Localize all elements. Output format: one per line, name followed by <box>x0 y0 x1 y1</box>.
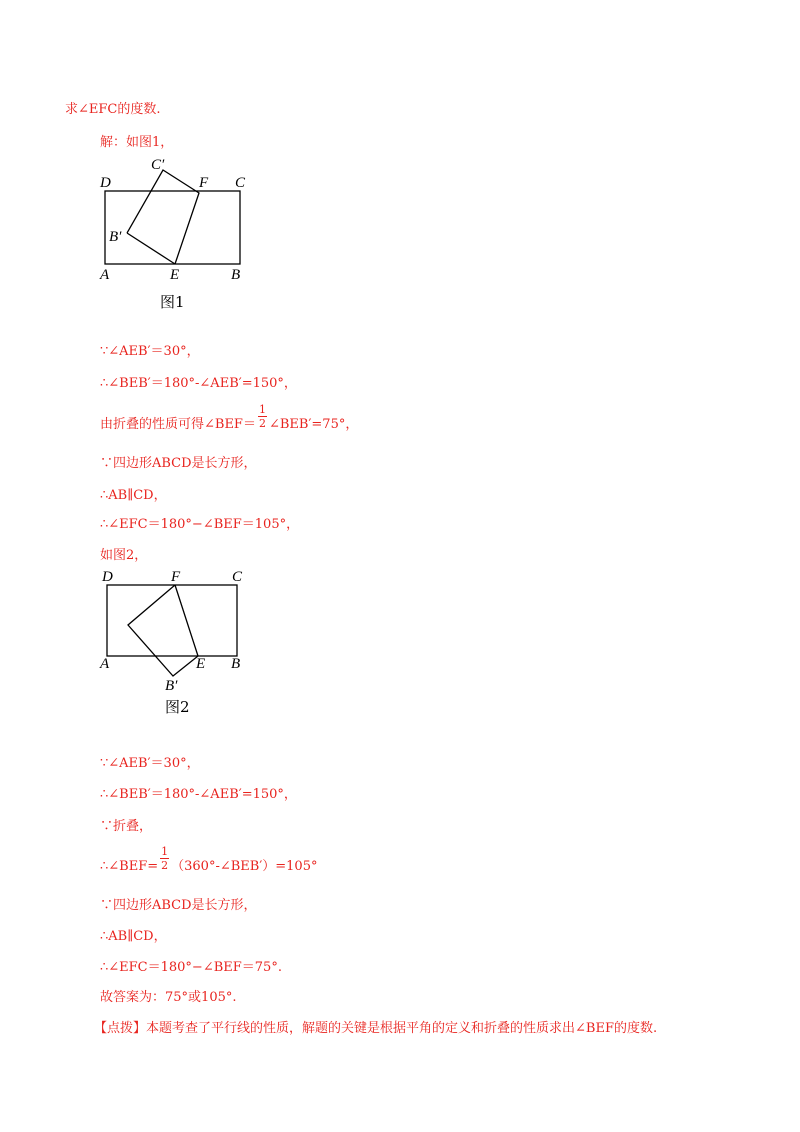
final-answer: 故答案为：75°或105°. <box>100 990 237 1005</box>
step2-given: ∵∠AEB′＝30°， <box>100 756 200 771</box>
fold-line-fe <box>175 585 198 656</box>
step2-supplement: ∴∠BEB′＝180°-∠AEB′=150°， <box>100 787 297 802</box>
label-e: E <box>196 656 206 672</box>
label-c-prime: C′ <box>151 157 165 173</box>
fraction-half: $\frac{1}{2}$ <box>258 403 266 430</box>
label-c: C <box>235 175 246 191</box>
label-d: D <box>100 175 111 191</box>
label-d: D <box>102 569 113 585</box>
step1-fold-text: 由折叠的性质可得∠BEF＝ <box>100 417 256 432</box>
figure-2 <box>95 562 265 722</box>
step1-parallel: ∴AB∥CD， <box>100 488 167 503</box>
rectangle-abcd <box>107 585 237 656</box>
label-a: A <box>100 267 110 283</box>
figure-2-caption: 图2 <box>165 698 190 716</box>
solution-start: 解：如图1， <box>100 135 174 150</box>
step2-fold-calc <box>100 845 318 880</box>
fraction-half: $\frac{1}{2}$ <box>161 845 169 872</box>
label-a: A <box>100 656 110 672</box>
step2-result: ∴∠EFC＝180°−∠BEF＝75°. <box>100 960 282 975</box>
step1-result: ∴∠EFC＝180°−∠BEF＝105°， <box>100 517 300 532</box>
label-e: E <box>170 267 180 283</box>
fold-segment-be <box>127 233 175 264</box>
label-b-prime: B′ <box>109 229 122 245</box>
label-c: C <box>232 569 243 585</box>
rectangle-abcd <box>105 191 240 264</box>
figure-1 <box>95 155 265 315</box>
step1-rectangle: ∵四边形ABCD是长方形， <box>100 456 257 471</box>
label-b-prime: B′ <box>165 678 178 694</box>
figure-1-caption: 图1 <box>160 293 185 311</box>
label-b: B <box>231 656 241 672</box>
label-f: F <box>199 175 209 191</box>
step2-rectangle: ∵四边形ABCD是长方形， <box>100 898 257 913</box>
step2-fold-calc-result: （360°-∠BEB′）=105° <box>171 859 318 874</box>
hint-tag: 【点拨】 <box>94 1021 147 1036</box>
hint-paragraph <box>94 1017 657 1036</box>
label-f: F <box>171 569 181 585</box>
figure2-intro: 如图2， <box>100 548 148 563</box>
question-text: 求∠EFC的度数. <box>65 102 161 117</box>
step1-given: ∵∠AEB′＝30°， <box>100 344 200 359</box>
step1-fold-result: ∠BEB′=75°， <box>268 417 359 432</box>
hint-text: 本题考查了平行线的性质，解题的关键是根据平角的定义和折叠的性质求出∠BEF的度数. <box>146 1021 658 1036</box>
step2-fold: ∵折叠， <box>100 819 153 834</box>
step1-supplement: ∴∠BEB′＝180°-∠AEB′=150°， <box>100 376 297 391</box>
folded-quad <box>128 585 198 676</box>
folded-quad <box>127 170 199 264</box>
step2-parallel: ∴AB∥CD， <box>100 929 167 944</box>
step2-fold-calc-text: ∴∠BEF= <box>100 859 159 874</box>
label-b: B <box>231 267 241 283</box>
step1-fold <box>100 403 359 438</box>
